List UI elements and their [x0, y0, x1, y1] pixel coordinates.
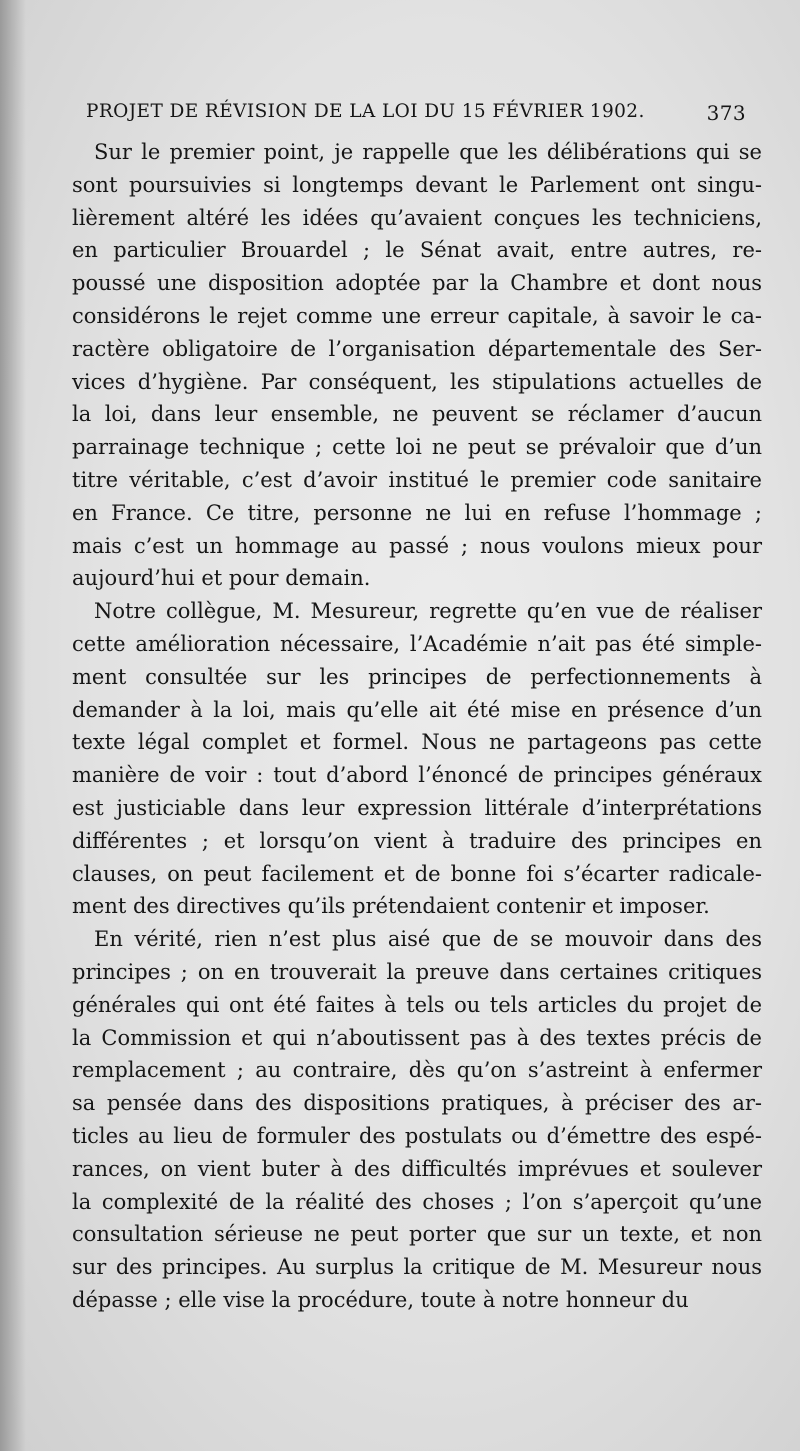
paragraph — [72, 923, 762, 1317]
text-line: générales qui ont été faites à tels ou tels articles du projet de — [72, 992, 762, 1017]
text-line: demander à la loi, mais qu’elle ait été mise en présence d’un — [72, 697, 762, 722]
body-text — [72, 136, 762, 1317]
text-line: sa pensée dans des dispositions pratiques, à préciser des ar- — [72, 1091, 762, 1116]
running-title: PROJET DE RÉVISION DE LA LOI DU 15 FÉVRIER 1902. — [86, 101, 645, 122]
text-line: dépasse ; elle vise la procédure, toute à notre honneur du — [72, 1287, 689, 1312]
text-line: consultation sérieuse ne peut porter que sur un texte, et non — [72, 1222, 762, 1247]
text-line: mais c’est un hommage au passé ; nous voulons mieux pour — [72, 533, 762, 558]
text-line: la complexité de la réalité des choses ; l’on s’aperçoit qu’une — [72, 1189, 762, 1214]
text-line: Sur le premier point, je rappelle que les délibérations qui se — [94, 140, 762, 164]
text-line: lièrement altéré les idées qu’avaient conçues les techniciens, — [72, 205, 762, 230]
text-line: clauses, on peut facilement et de bonne foi s’écarter radicale- — [72, 861, 762, 886]
paragraph — [72, 136, 762, 595]
text-line: texte légal complet et formel. Nous ne partageons pas cette — [72, 730, 762, 755]
text-line: différentes ; et lorsqu’on vient à traduire des principes en — [72, 828, 762, 853]
text-line: sur des principes. Au surplus la critique de M. Mesureur nous — [72, 1255, 762, 1280]
text-line: considérons le rejet comme une erreur capitale, à savoir le ca- — [72, 303, 762, 328]
paragraph — [72, 595, 762, 923]
text-line: en France. Ce titre, personne ne lui en refuse l’hommage ; — [72, 500, 762, 525]
text-line: remplacement ; au contraire, dès qu’on s’astreint à enfermer — [72, 1058, 762, 1083]
text-line: manière de voir : tout d’abord l’énoncé de principes généraux — [72, 763, 762, 788]
text-line: en particulier Brouardel ; le Sénat avait, entre autres, re- — [72, 238, 762, 263]
text-line: est justiciable dans leur expression littérale d’interprétations — [72, 795, 762, 820]
text-line: ractère obligatoire de l’organisation départementale des Ser- — [72, 336, 762, 361]
text-line: ment consultée sur les principes de perfectionnements à — [72, 664, 762, 689]
text-line: la Commission et qui n’aboutissent pas à des textes précis de — [72, 1025, 762, 1050]
text-line: En vérité, rien n’est plus aisé que de se mouvoir dans des — [94, 927, 762, 952]
text-line: rances, on vient buter à des difficultés imprévues et soulever — [72, 1156, 762, 1181]
text-line: ticles au lieu de formuler des postulats ou d’émettre des espé- — [72, 1123, 762, 1148]
binding-shadow — [0, 0, 26, 1451]
text-line: poussé une disposition adoptée par la Chambre et dont nous — [72, 271, 762, 296]
text-line: la loi, dans leur ensemble, ne peuvent se réclamer d’aucun — [72, 402, 762, 427]
text-line: titre véritable, c’est d’avoir institué le premier code sanitaire — [72, 467, 762, 492]
text-line: aujourd’hui et pour demain. — [72, 566, 371, 591]
text-line: principes ; on en trouverait la preuve dans certaines critiques — [72, 959, 762, 984]
text-line: ment des directives qu’ils prétendaient contenir et imposer. — [72, 894, 710, 919]
running-header — [86, 101, 746, 125]
text-line: sont poursuivies si longtemps devant le Parlement ont singu- — [72, 172, 762, 197]
text-line: cette amélioration nécessaire, l’Académie n’ait pas été simple- — [72, 631, 762, 656]
text-line: vices d’hygiène. Par conséquent, les stipulations actuelles de — [72, 369, 762, 394]
text-line: Notre collègue, M. Mesureur, regrette qu’en vue de réaliser — [94, 599, 762, 624]
page-number: 373 — [706, 101, 746, 125]
text-line: parrainage technique ; cette loi ne peut se prévaloir que d’un — [72, 435, 762, 460]
